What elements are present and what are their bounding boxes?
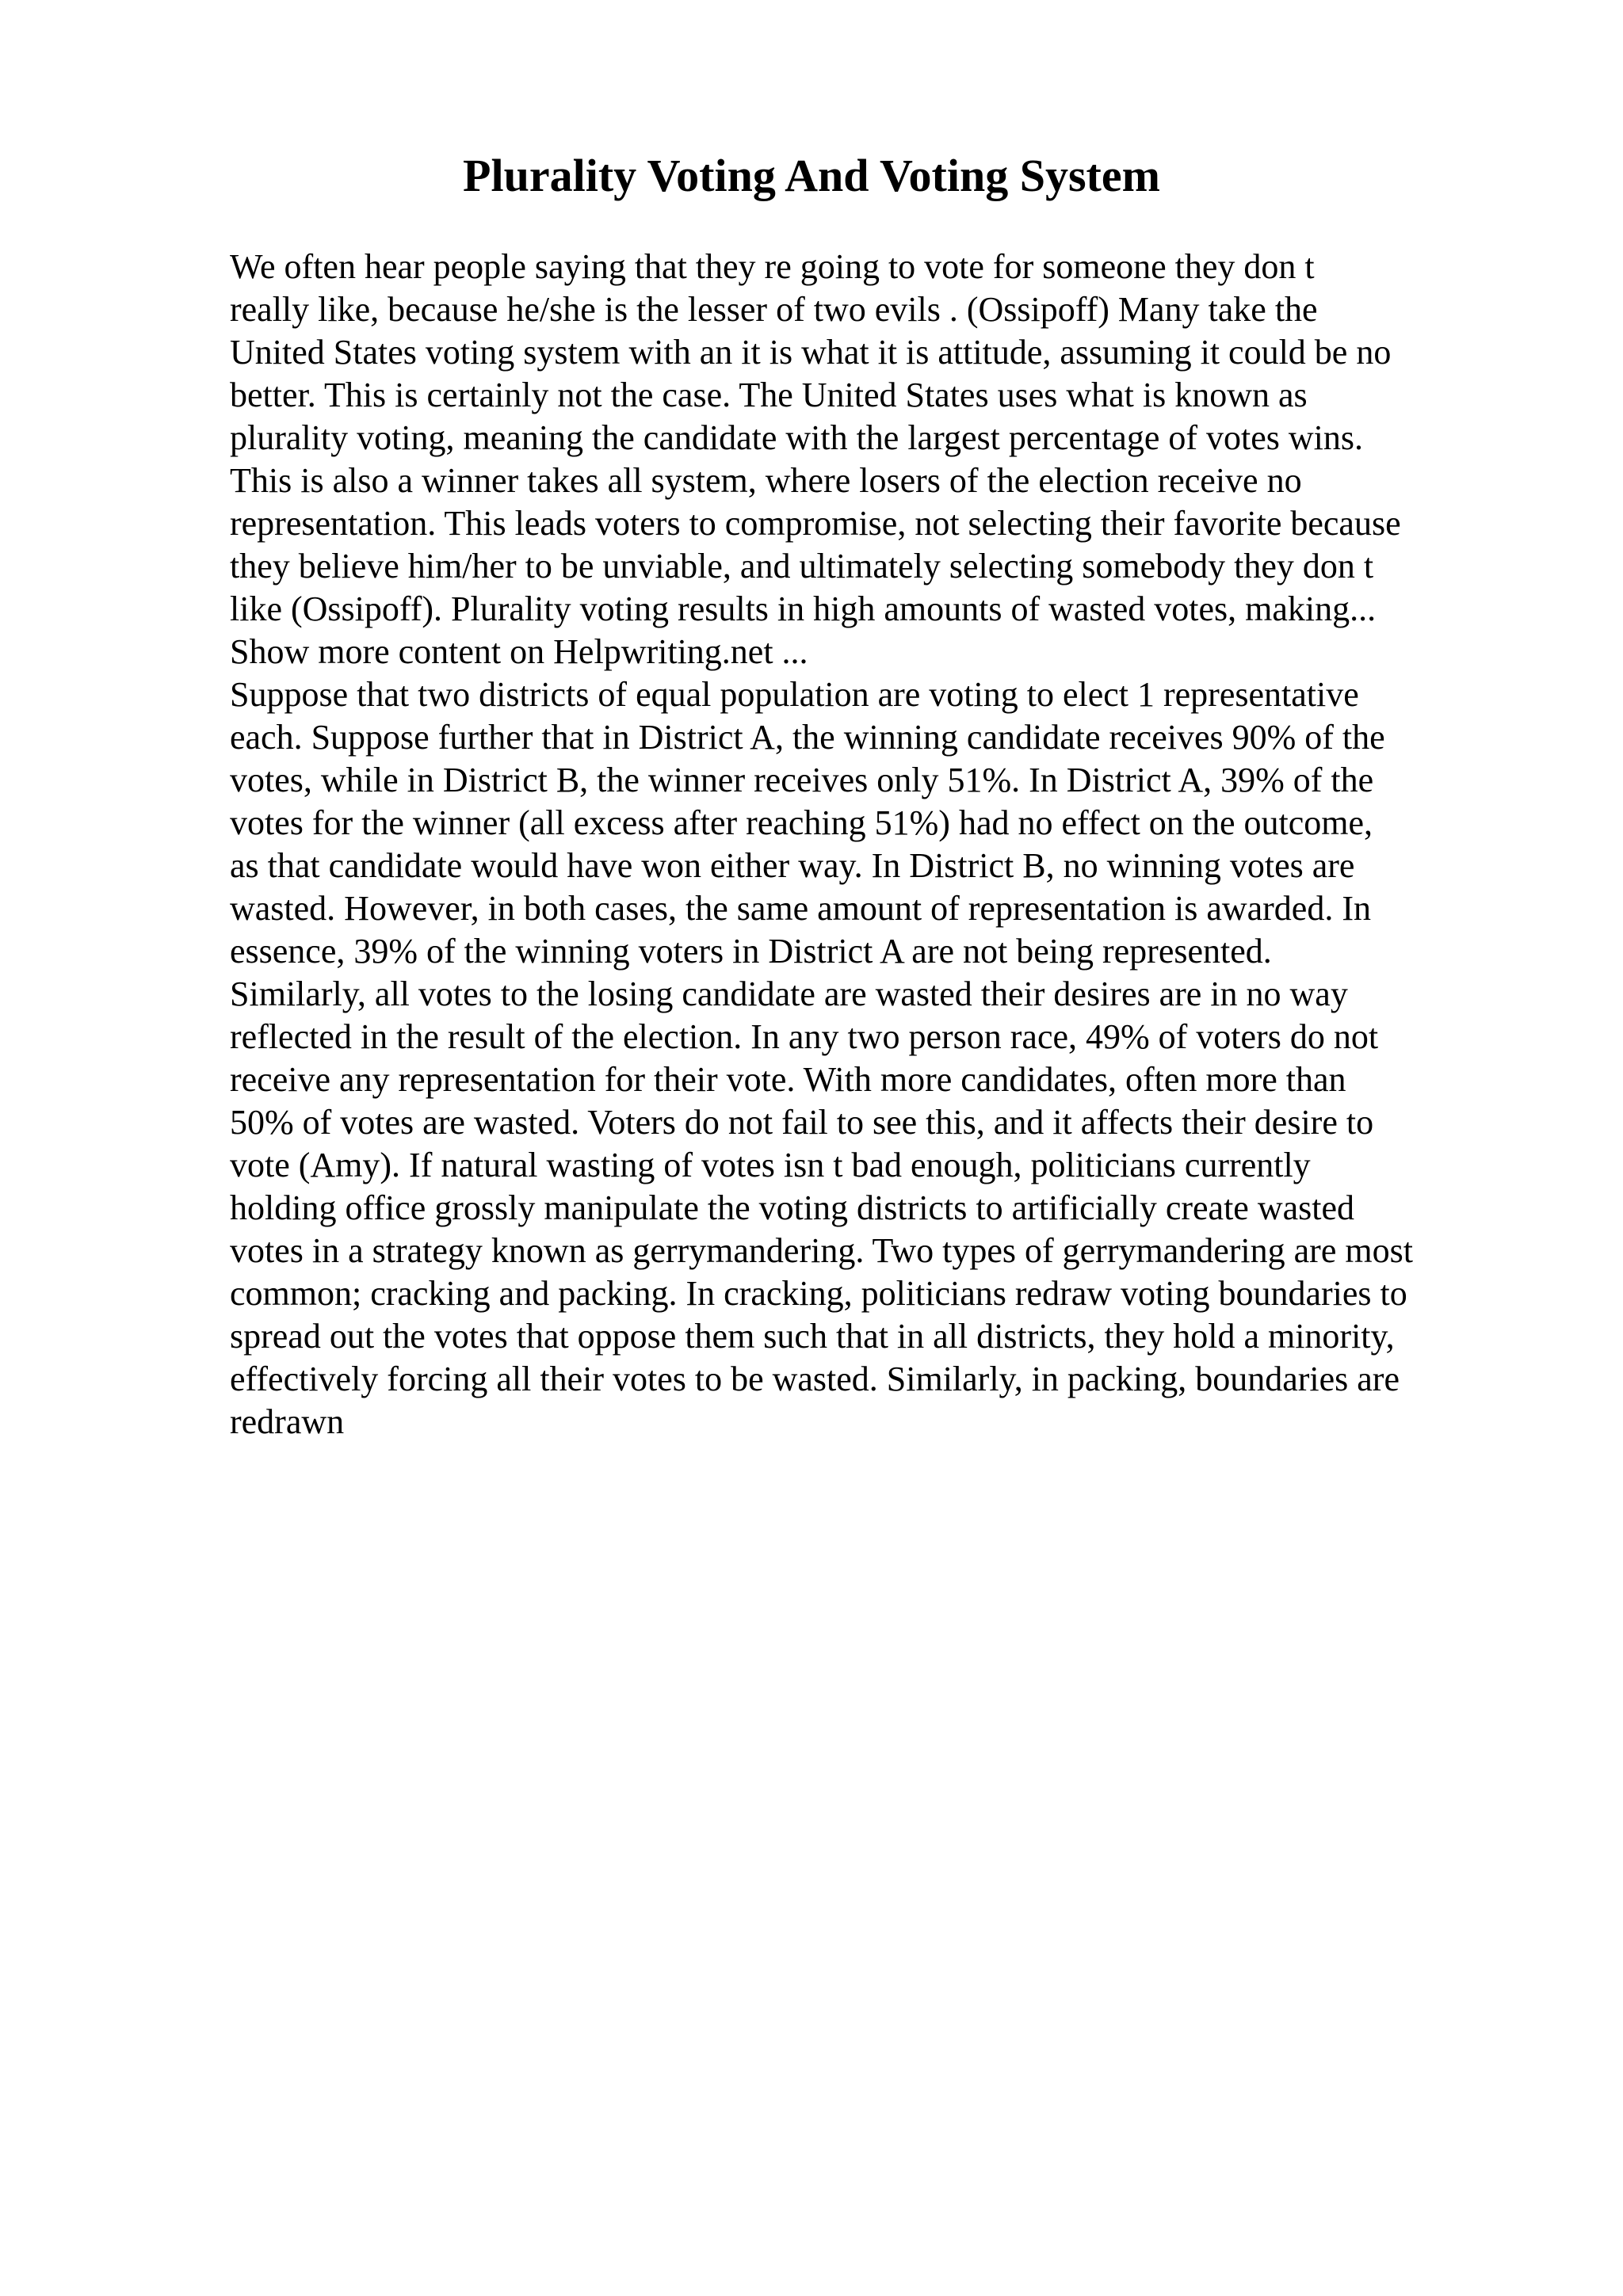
text-line: spread out the votes that oppose them such that in all districts, they hold a minority, [230,1317,1395,1356]
text-line: each. Suppose further that in District A, the winning candidate receives 90% of the [230,718,1385,757]
text-line: effectively forcing all their votes to be wasted. Similarly, in packing, boundaries are [230,1360,1400,1398]
text-line: Suppose that two districts of equal population are voting to elect 1 representative [230,675,1359,714]
text-line: like (Ossipoff). Plurality voting results in high amounts of wasted votes, making... [230,589,1377,628]
show-more-link[interactable]: Show more content on Helpwriting.net ... [230,632,808,671]
text-line: common; cracking and packing. In cracking, politicians redraw voting boundaries to [230,1274,1407,1313]
text-line: reflected in the result of the election. In any two person race, 49% of voters do not [230,1017,1379,1056]
text-line: United States voting system with an it is what it is attitude, assuming it could be no [230,333,1392,372]
text-line: redrawn [230,1402,345,1441]
text-line: wasted. However, in both cases, the same amount of representation is awarded. In [230,889,1371,928]
text-line: as that candidate would have won either way. In District B, no winning votes are [230,846,1355,885]
text-line: This is also a winner takes all system, where losers of the election receive no [230,461,1302,500]
text-line: 50% of votes are wasted. Voters do not fail to see this, and it affects their desire to [230,1103,1374,1142]
text-line: holding office grossly manipulate the voting districts to artificially create wasted [230,1188,1355,1227]
text-line: plurality voting, meaning the candidate with the largest percentage of votes wins. [230,418,1363,457]
text-line: representation. This leads voters to compromise, not selecting their favorite because [230,504,1401,543]
text-line: Similarly, all votes to the losing candidate are wasted their desires are in no way [230,974,1348,1013]
text-line: votes, while in District B, the winner receives only 51%. In District A, 39% of the [230,761,1374,799]
document-title: Plurality Voting And Voting System [463,150,1160,201]
document-body [230,246,1498,1444]
text-line: really like, because he/she is the lesser of two evils . (Ossipoff) Many take the [230,290,1318,329]
text-line: better. This is certainly not the case. The United States uses what is known as [230,376,1308,414]
text-line: votes for the winner (all excess after reaching 51%) had no effect on the outcome, [230,803,1373,842]
text-line: votes in a strategy known as gerrymandering. Two types of gerrymandering are most [230,1231,1413,1270]
text-line: We often hear people saying that they re going to vote for someone they don t [230,247,1315,286]
text-line: vote (Amy). If natural wasting of votes isn t bad enough, politicians currently [230,1146,1311,1184]
text-line: they believe him/her to be unviable, and ultimately selecting somebody they don t [230,547,1374,585]
text-line: receive any representation for their vote. With more candidates, often more than [230,1060,1346,1099]
text-line: essence, 39% of the winning voters in District A are not being represented. [230,932,1272,971]
